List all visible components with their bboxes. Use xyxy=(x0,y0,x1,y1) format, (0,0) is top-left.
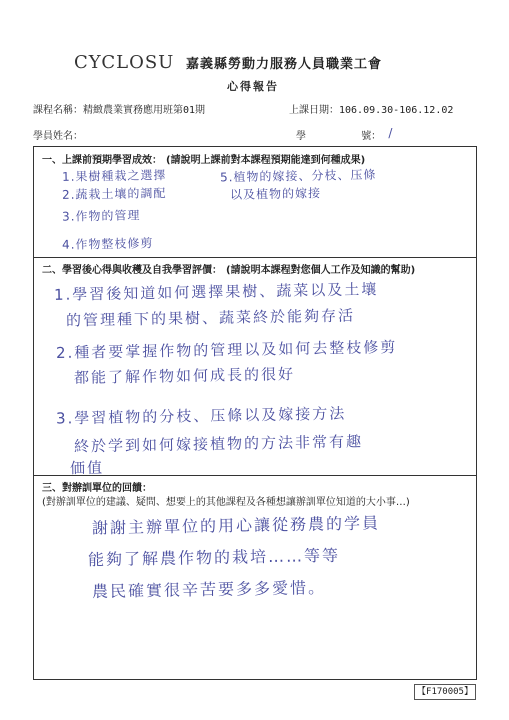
s2-line-7: 価值 xyxy=(69,458,105,478)
date-label: 上課日期： xyxy=(289,105,339,116)
s1-line-3: 2.蔬栽土壤的調配 xyxy=(61,186,167,202)
student-field xyxy=(33,127,83,142)
section-3-hint: (對辦訓單位的建議、疑問、想要上的其他課程及各種想讓辦訓單位知道的大小事…) xyxy=(42,497,410,508)
id-label-2: 號： xyxy=(361,131,382,142)
student-label: 學員姓名： xyxy=(33,131,83,142)
s2-line-2: 的管理種下的果樹、蔬菜終於能夠存活 xyxy=(65,306,356,330)
section-1-hint: (請說明上課前對本課程預期能達到何種成果) xyxy=(166,155,366,166)
logo xyxy=(74,52,178,74)
org-title: 嘉義縣勞動力服務人員職業工會 xyxy=(186,57,383,72)
id-value: / xyxy=(388,126,394,140)
s2-line-6: 終於学到如何嫁接植物的方法非常有趣 xyxy=(73,432,364,456)
date-field xyxy=(289,101,453,116)
section-2-title: 二、學習後心得與收穫及自我學習評價： (請說明本課程對您個人工作及知識的幫助) xyxy=(42,265,416,276)
s3-line-1: 謝謝主辦單位的用心讓從務農的学員 xyxy=(91,513,381,538)
section-2-hint: (請說明本課程對您個人工作及知識的幫助) xyxy=(226,265,416,276)
id-field xyxy=(296,126,394,142)
form-box xyxy=(33,146,477,680)
course-label: 課程名稱： xyxy=(33,105,83,116)
s1-line-5: 3.作物的管理 xyxy=(61,208,141,224)
s1-line-6: 4.作物整枝修剪 xyxy=(61,236,154,252)
s3-line-2: 能夠了解農作物的栽培……等等 xyxy=(87,545,341,570)
s2-line-5: 3.學習植物的分枝、压條以及嫁接方法 xyxy=(55,404,347,428)
section-1-title: 一、上課前預期學習成效： (請說明上課前對本課程預期能達到何種成果) xyxy=(42,155,366,166)
date-value: 106.09.30-106.12.02 xyxy=(339,105,454,116)
id-label: 學 xyxy=(296,131,306,142)
s1-line-2: 5.植物的嫁接、分枝、压條 xyxy=(219,167,377,185)
s2-line-1: 1.學習後知道如何選擇果樹、蔬菜以及土壤 xyxy=(53,280,379,304)
course-field xyxy=(33,101,205,116)
s1-line-1: 1.果樹種栽之選擇 xyxy=(61,168,167,184)
divider-2 xyxy=(34,475,476,476)
s1-line-4: 以及植物的嫁接 xyxy=(229,186,322,202)
s3-line-3: 農民確實很辛苦要多多愛惜。 xyxy=(91,577,327,602)
logo-text: CYCLOSU xyxy=(74,52,175,73)
s2-line-3: 2.種者要掌握作物的管理以及如何去整枝修剪 xyxy=(55,338,398,362)
report-title: 心得報告 xyxy=(227,80,279,93)
form-code: 【F170005】 xyxy=(414,684,476,700)
divider-1 xyxy=(34,257,476,258)
course-value: 精緻農業實務應用班第01期 xyxy=(83,105,206,116)
section-3-title: 三、對辦訓單位的回饋： xyxy=(42,483,152,494)
s2-line-4: 都能了解作物如何成長的很好 xyxy=(73,365,296,387)
